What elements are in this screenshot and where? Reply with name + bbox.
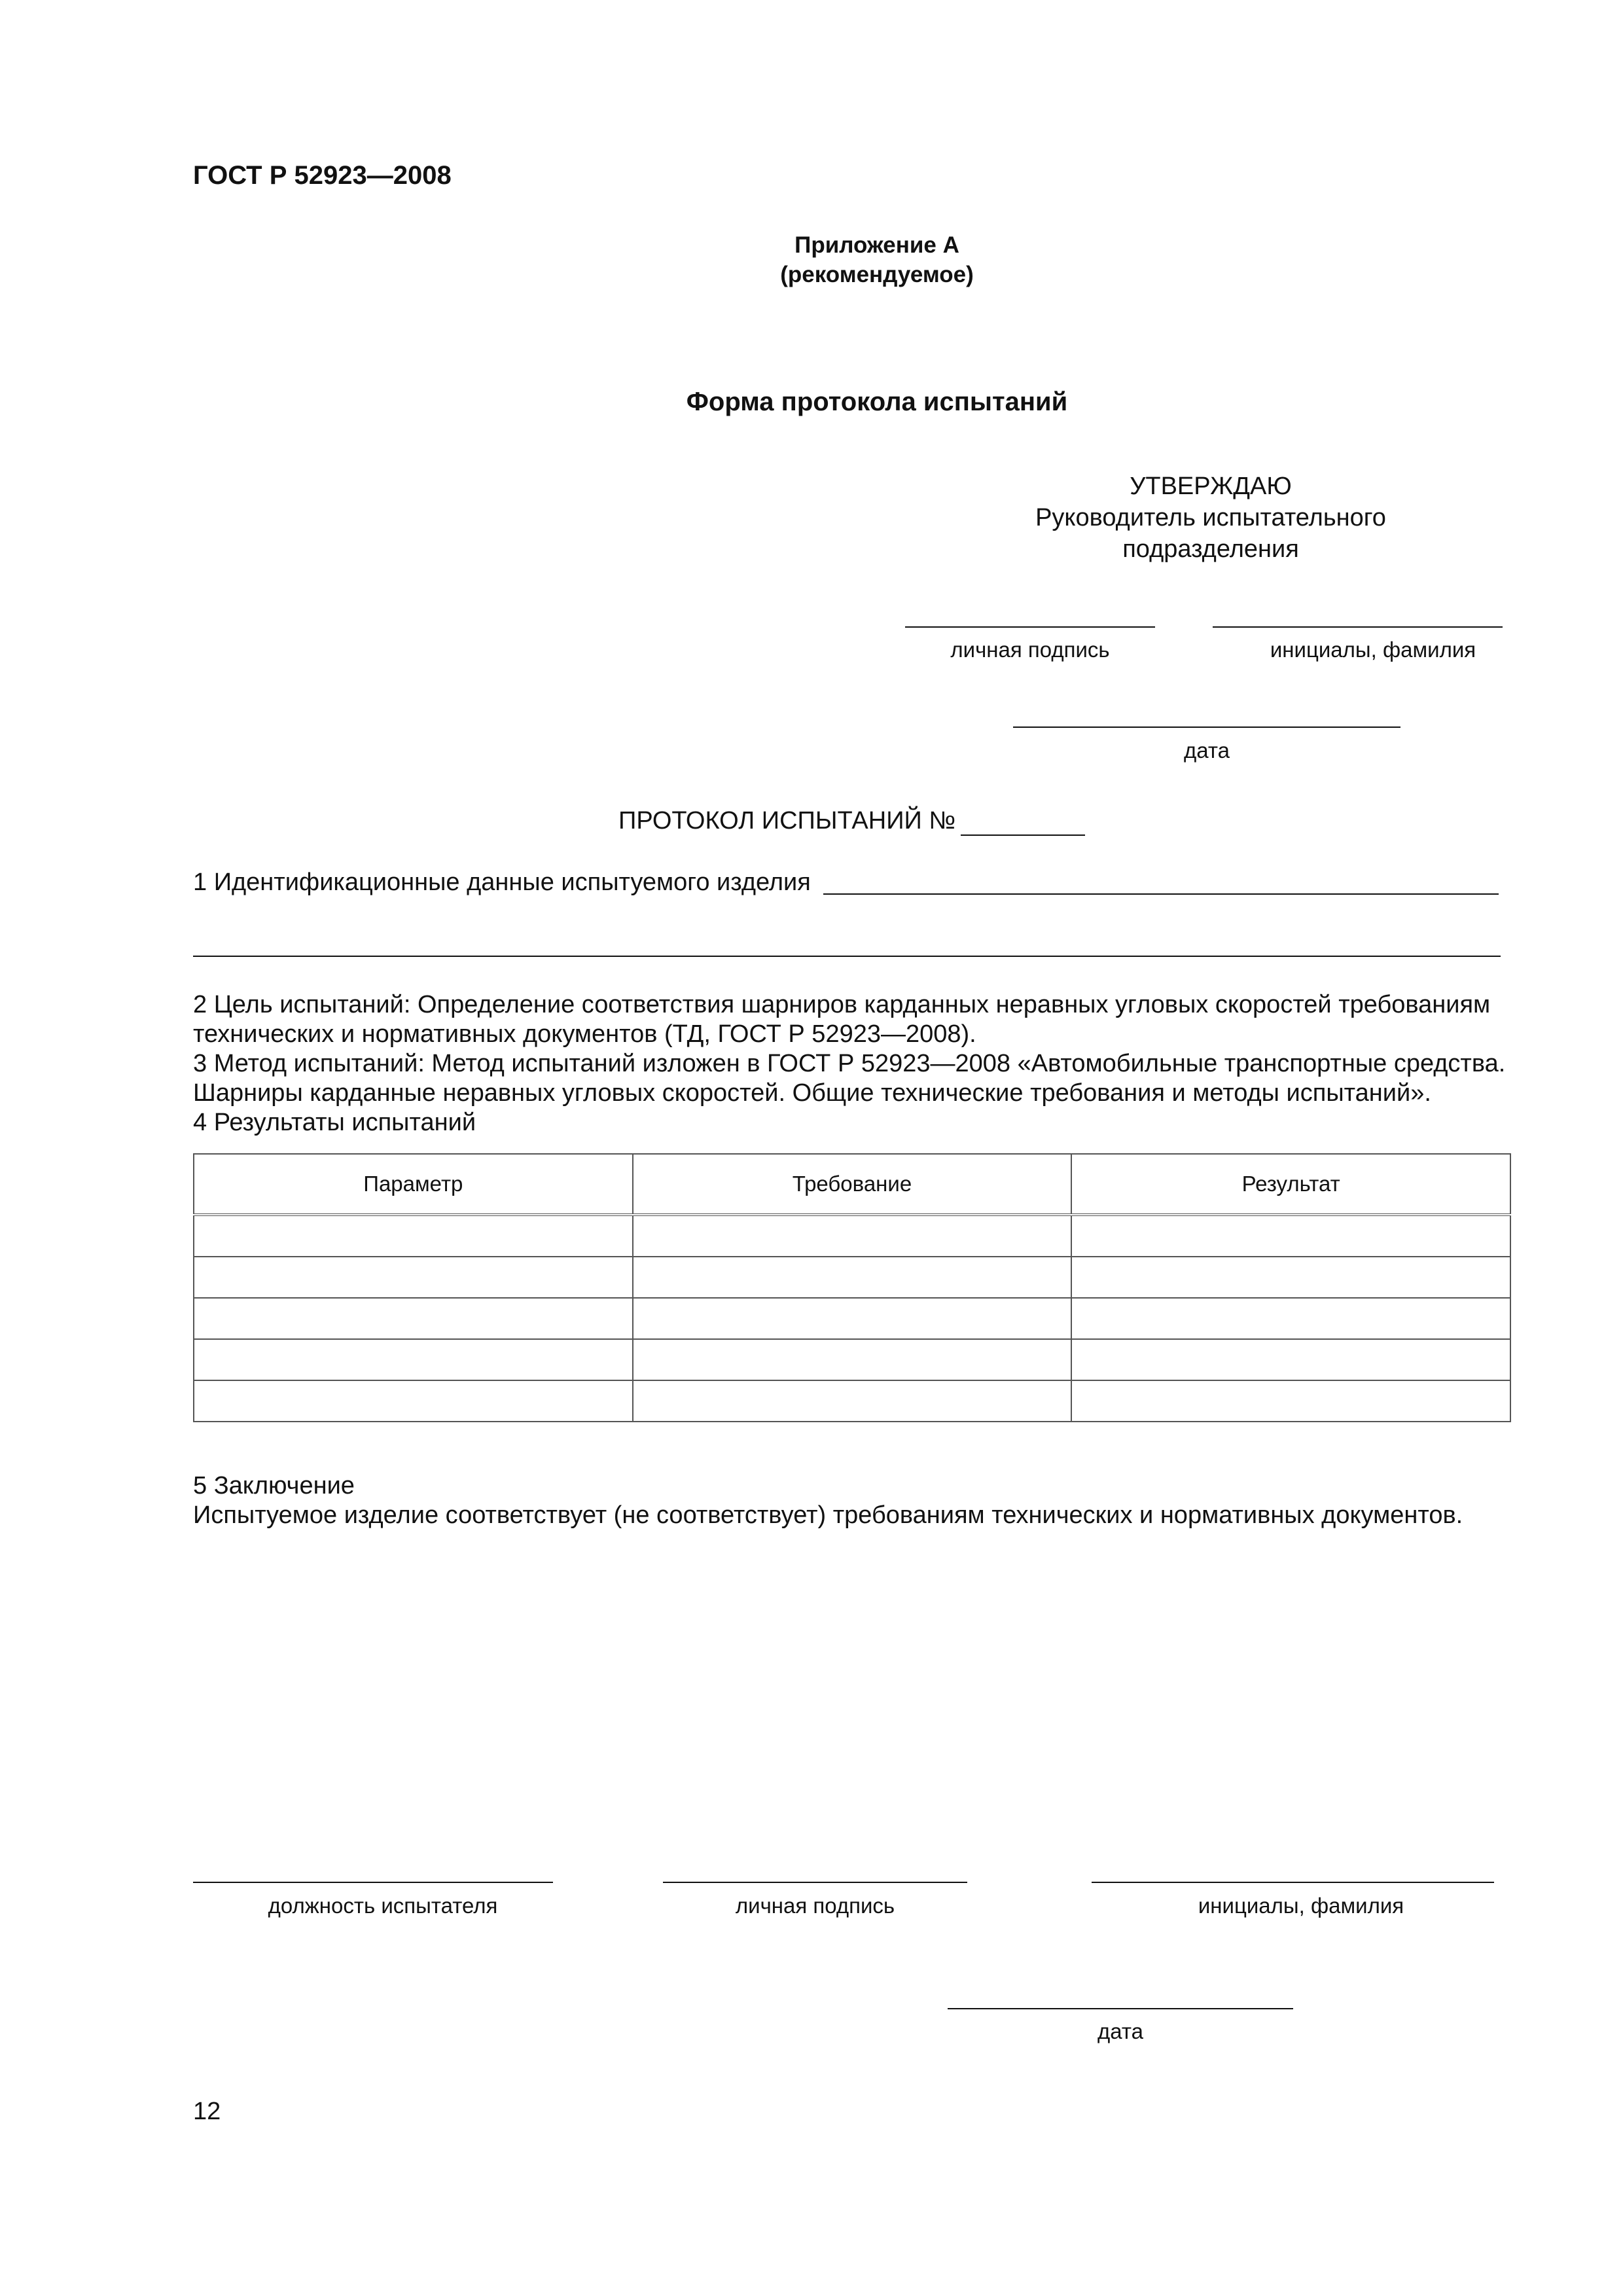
table-cell[interactable] [633,1298,1072,1339]
table-cell[interactable] [633,1339,1072,1380]
page-number: 12 [193,2098,221,2125]
tester-date-line[interactable] [948,2008,1293,2009]
section-1-label: 1 Идентификационные данные испытуемого изделия [193,869,811,896]
tester-signature-label: личная подпись [735,1893,895,1918]
section-2-line1: 2 Цель испытаний: Определение соответствия шарниров карданных неравных угловых скоростей требованиям [193,991,1491,1018]
tester-signature-line[interactable] [663,1882,967,1883]
tester-name-label: инициалы, фамилия [1198,1893,1404,1918]
approval-signature-label: личная подпись [950,637,1110,662]
section-1-field-line[interactable] [823,893,1499,895]
results-table-header-row [194,1154,1510,1215]
table-cell[interactable] [194,1298,633,1339]
protocol-number-line[interactable] [961,834,1085,836]
section-1-field-line-2[interactable] [193,956,1501,957]
section-4-label: 4 Результаты испытаний [193,1109,476,1136]
table-cell[interactable] [1071,1380,1510,1422]
approval-approve-label: УТВЕРЖДАЮ [1130,473,1292,500]
tester-position-line[interactable] [193,1882,553,1883]
section-3-line2: Шарниры карданные неравных угловых скоростей. Общие технические требования и методы испытаний». [193,1079,1431,1107]
tester-position-label: должность испытателя [268,1893,498,1918]
table-row [194,1380,1510,1422]
table-row [194,1215,1510,1257]
appendix-type: (рекомендуемое) [780,262,974,287]
table-cell[interactable] [194,1339,633,1380]
table-row [194,1257,1510,1298]
conclusion-text: Испытуемое изделие соответствует (не соответствует) требованиям технических и нормативных документов. [193,1501,1463,1529]
approval-name-label: инициалы, фамилия [1270,637,1476,662]
table-row [194,1339,1510,1380]
document-standard-number: ГОСТ Р 52923—2008 [193,161,452,190]
approval-date-line[interactable] [1013,726,1400,728]
appendix-title: Приложение А [794,232,959,258]
results-table [193,1153,1511,1422]
section-3-line1: 3 Метод испытаний: Метод испытаний изложен в ГОСТ Р 52923—2008 «Автомобильные транспортные средства. [193,1050,1506,1077]
table-cell[interactable] [633,1215,1072,1257]
column-header-result: Результат [1071,1154,1510,1215]
table-cell[interactable] [1071,1339,1510,1380]
approval-date-label: дата [1184,738,1230,762]
approval-position-line2: подразделения [1122,535,1299,563]
table-cell[interactable] [194,1380,633,1422]
column-header-requirement: Требование [633,1154,1072,1215]
table-cell[interactable] [633,1257,1072,1298]
table-cell[interactable] [194,1257,633,1298]
table-cell[interactable] [194,1215,633,1257]
approval-signature-line[interactable] [905,626,1155,628]
conclusion-title: 5 Заключение [193,1472,355,1499]
table-row [194,1298,1510,1339]
approval-position-line1: Руководитель испытательного [1035,504,1386,531]
table-cell[interactable] [633,1380,1072,1422]
tester-date-label: дата [1097,2019,1143,2043]
column-header-parameter: Параметр [194,1154,633,1215]
form-title: Форма протокола испытаний [686,387,1068,416]
table-cell[interactable] [1071,1298,1510,1339]
table-cell[interactable] [1071,1215,1510,1257]
table-cell[interactable] [1071,1257,1510,1298]
approval-name-line[interactable] [1213,626,1503,628]
protocol-title: ПРОТОКОЛ ИСПЫТАНИЙ № [618,807,956,834]
tester-name-line[interactable] [1092,1882,1494,1883]
section-2-line2: технических и нормативных документов (ТД, ГОСТ Р 52923—2008). [193,1020,976,1048]
